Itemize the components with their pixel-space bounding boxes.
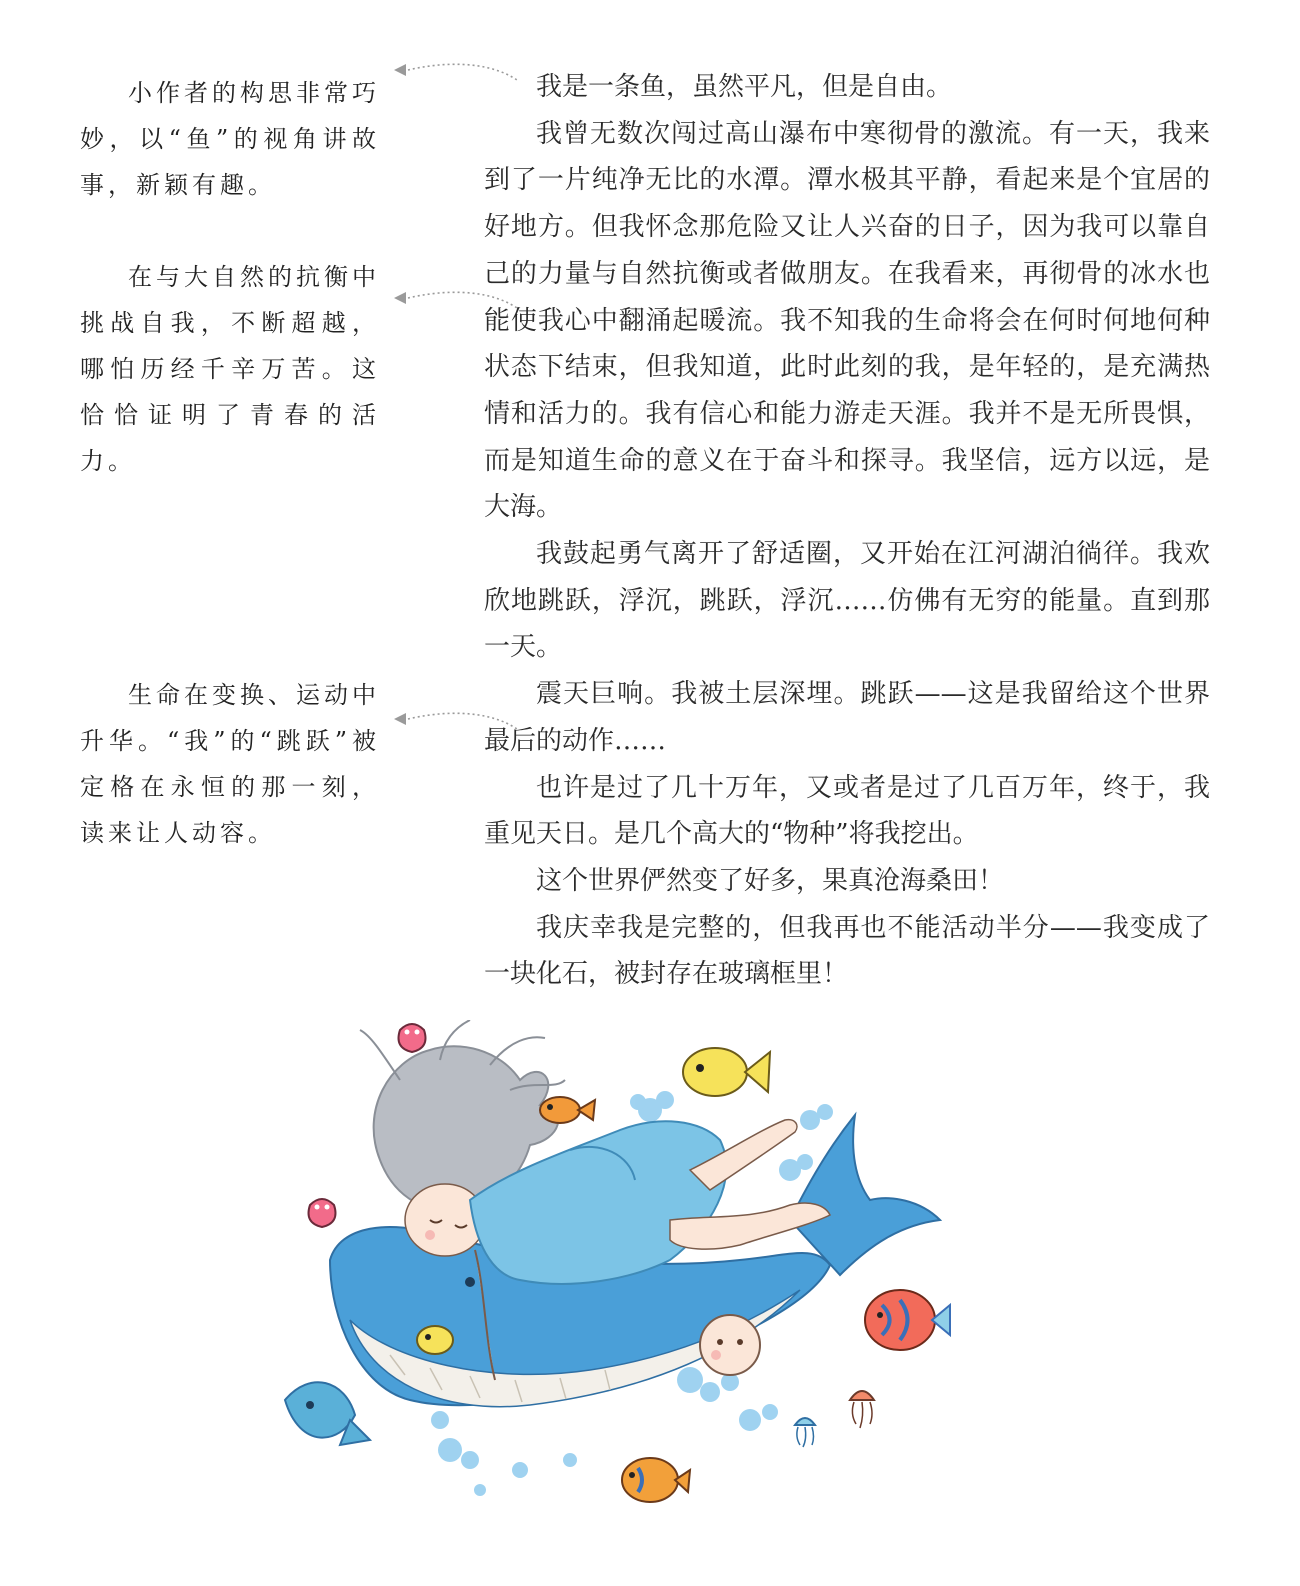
girl-sleeping-on-whale-illustration bbox=[270, 1020, 970, 1540]
arrowhead-icon bbox=[394, 292, 406, 304]
jellyfish bbox=[795, 1418, 815, 1447]
paragraph: 我鼓起勇气离开了舒适圈，又开始在江河湖泊徜徉。我欢欣地跳跃，浮沉，跳跃，浮沉……仿佛有无穷的能量。直到那一天。 bbox=[484, 539, 1210, 663]
yellow-fish bbox=[683, 1048, 770, 1096]
annotation-text: 小作者的构思非常巧妙，以“鱼”的视角讲故事，新颖有趣。 bbox=[80, 79, 380, 199]
paragraph: 我曾无数次闯过高山瀑布中寒彻骨的激流。有一天，我来到了一片纯净无比的水潭。潭水极其平静，看起来是个宜居的好地方。但我怀念那危险又让人兴奋的日子，因为我可以靠自己的力量与自然抗衡或者做朋友。在我看来，再彻骨的冰水也能使我心中翻涌起暖流。我不知我的生命将会在何时何地何种状态下结束，但我知道，此时此刻的我，是年轻的，是充满热情和活力的。我有信心和能力游走天涯。我并不是无所畏惧，而是知道生命的意义在于奋斗和探寻。我坚信，远方以远，是大海。 bbox=[484, 118, 1210, 523]
bottom-orange-fish bbox=[622, 1458, 690, 1502]
pink-creature bbox=[309, 1199, 336, 1227]
essay-body bbox=[484, 64, 1210, 998]
paragraph: 我是一条鱼，虽然平凡，但是自由。 bbox=[536, 72, 953, 102]
arrowhead-icon bbox=[394, 713, 406, 725]
blue-fish bbox=[285, 1382, 370, 1445]
baby-face bbox=[700, 1315, 760, 1375]
annotation-text: 生命在变换、运动中升华。“我”的“跳跃”被定格在永恒的那一刻，读来让人动容。 bbox=[80, 681, 380, 847]
small-yellow-fish bbox=[417, 1326, 453, 1354]
arrowhead-icon bbox=[394, 64, 406, 76]
striped-fish bbox=[865, 1290, 950, 1350]
jellyfish bbox=[850, 1391, 874, 1428]
paragraph: 震天巨响。我被土层深埋。跳跃——这是我留给这个世界最后的动作…… bbox=[484, 679, 1210, 756]
paragraph: 这个世界俨然变了好多，果真沧海桑田！ bbox=[536, 865, 1005, 896]
annotation-1 bbox=[80, 70, 380, 208]
paragraph: 也许是过了几十万年，又或者是过了几百万年，终于，我重见天日。是几个高大的“物种”将我挖出。 bbox=[484, 772, 1210, 850]
whale-tail bbox=[790, 1115, 940, 1275]
whale-eye bbox=[465, 1277, 475, 1287]
orange-fish bbox=[540, 1097, 595, 1123]
pink-creature bbox=[399, 1024, 426, 1052]
annotation-3 bbox=[80, 672, 380, 856]
annotation-2 bbox=[80, 254, 380, 484]
paragraph: 我庆幸我是完整的，但我再也不能活动半分——我变成了一块化石，被封存在玻璃框里！ bbox=[484, 912, 1210, 990]
annotation-text: 在与大自然的抗衡中挑战自我，不断超越，哪怕历经千辛万苦。这恰恰证明了青春的活力。 bbox=[80, 263, 380, 475]
